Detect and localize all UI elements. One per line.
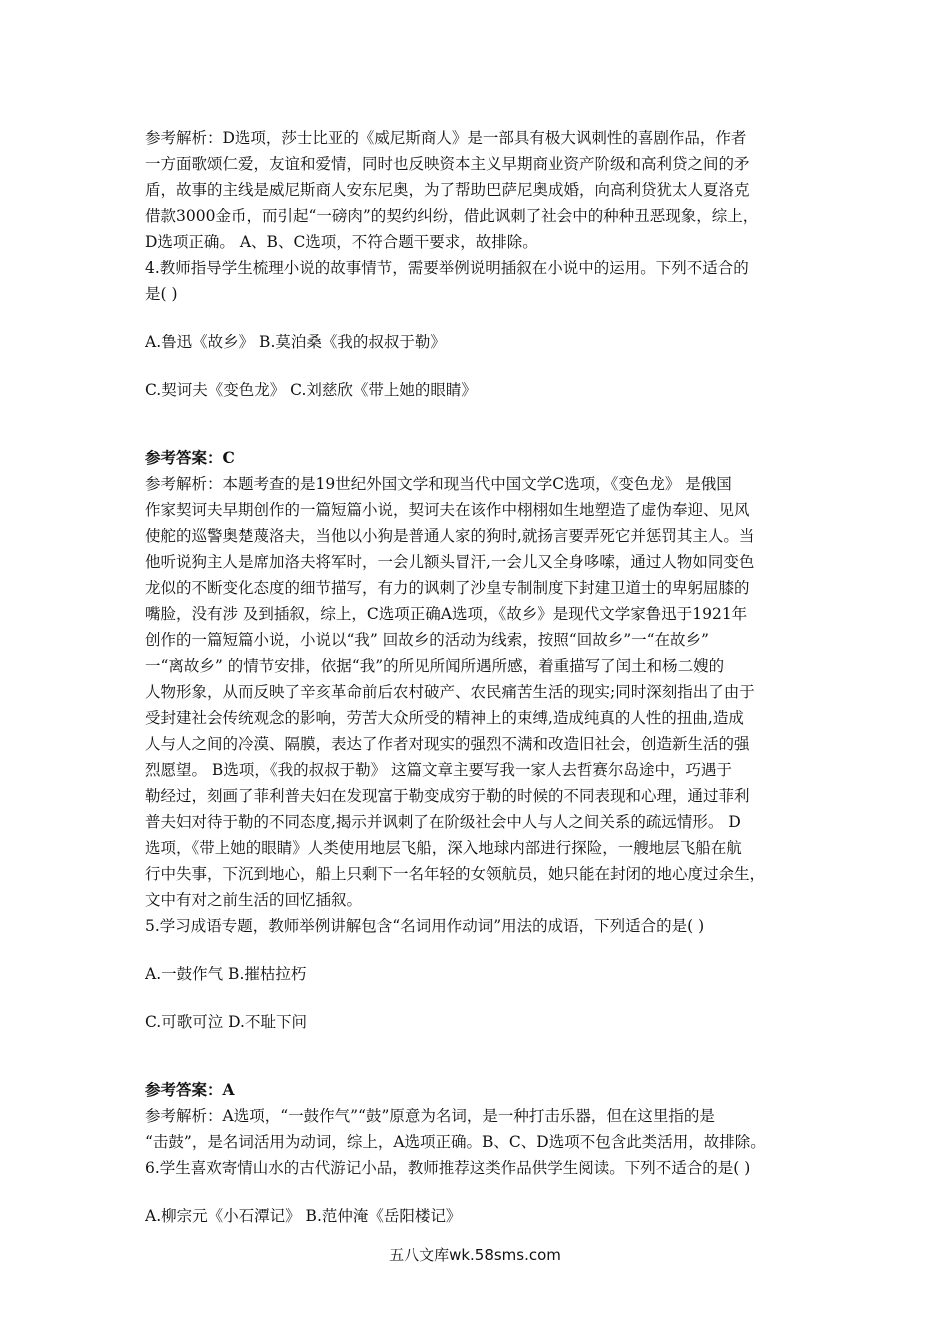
question-4: [145, 255, 810, 913]
footer-watermark: 五八文库wk.58sms.com: [389, 1246, 561, 1264]
analysis-line: 行中失事，下沉到地心，船上只剩下一名年轻的女领航员，她只能在封闭的地心度过余生，: [145, 865, 766, 883]
analysis-line: 盾，故事的主线是威尼斯商人安东尼奥，为了帮助巴萨尼奥成婚，向高利贷犹太人夏洛克: [145, 181, 750, 199]
analysis-line: 使舵的巡警奥楚蔑洛夫，当他以小狗是普通人家的狗时,就扬言要弄死它并惩罚其主人。当: [145, 527, 755, 545]
analysis-line: 受封建社会传统观念的影响，劳苦大众所受的精神上的束缚,造成纯真的人性的扭曲,造成: [145, 709, 744, 727]
analysis-line: 借款3000金币，而引起“一磅肉”的契约纠纷，借此讽刺了社会中的种种丑恶现象，综上，: [145, 207, 759, 225]
analysis-line: 龙似的不断变化态度的细节描写，有力的讽刺了沙皇专制制度下封建卫道士的卑躬屈膝的: [145, 579, 750, 597]
analysis-line: 文中有对之前生活的回忆插叙。: [145, 891, 363, 909]
q4-stem: 是( ): [145, 285, 178, 303]
analysis-line: 他听说狗主人是席加洛夫将军时，一会儿额头冒汗,一会儿又全身哆嗦，通过人物如同变色: [145, 553, 755, 571]
q4-stem: 4.教师指导学生梳理小说的故事情节，需要举例说明插叙在小说中的运用。下列不适合的: [145, 259, 749, 277]
analysis-line: 选项，《带上她的眼睛》人类使用地层飞船，深入地球内部进行探险，一艘地层飞船在航: [145, 839, 742, 857]
analysis-line: 参考解析：A选项，“一鼓作气”“鼓”原意为名词，是一种打击乐器，但在这里指的是: [145, 1107, 715, 1125]
page-content: [145, 125, 810, 1229]
analysis-line: 创作的一篇短篇小说，小说以“我” 回故乡的活动为线索，按照“回故乡”一“在故乡”: [145, 631, 709, 649]
q4-options-row-1: A.鲁迅《故乡》 B.莫泊桑《我的叔叔于勒》: [145, 333, 446, 351]
q4-answer: 参考答案：C: [145, 448, 235, 467]
analysis-line: 参考解析：本题考查的是19世纪外国文学和现当代中国文学C选项，《变色龙》 是俄国: [145, 475, 732, 493]
q5-answer: 参考答案：A: [145, 1080, 235, 1099]
analysis-line: 嘴脸，没有涉 及到插叙，综上，C选项正确A选项，《故乡》是现代文学家鲁迅于1921年: [145, 605, 748, 623]
q3-analysis: [145, 125, 810, 255]
analysis-line: 作家契诃夫早期创作的一篇短篇小说，契诃夫在该作中栩栩如生地塑造了虚伪奉迎、见风: [145, 501, 750, 519]
question-6: [145, 1155, 810, 1229]
analysis-line: 一方面歌颂仁爱，友谊和爱情，同时也反映资本主义早期商业资产阶级和高利贷之间的矛: [145, 155, 750, 173]
analysis-line: 人与人之间的冷漠、隔膜，表达了作者对现实的强烈不满和改造旧社会，创造新生活的强: [145, 735, 750, 753]
analysis-line: 普夫妇对待于勒的不同态度,揭示并讽刺了在阶级社会中人与人之间关系的疏远情形。 D: [145, 813, 741, 831]
analysis-line: 参考解析：D选项，莎士比亚的《威尼斯商人》是一部具有极大讽刺性的喜剧作品，作者: [145, 129, 747, 147]
question-5: [145, 913, 810, 1155]
q5-stem: 5.学习成语专题，教师举例讲解包含“名词用作动词”用法的成语，下列适合的是( ): [145, 917, 705, 935]
q4-options-row-2: C.契诃夫《变色龙》 C.刘慈欣《带上她的眼睛》: [145, 381, 477, 399]
analysis-line: D选项正确。 A、B、C选项，不符合题干要求，故排除。: [145, 233, 538, 251]
analysis-line: “击鼓”，是名词活用为动词，综上，A选项正确。B、C、D选项不包含此类活用，故排除。: [145, 1133, 766, 1151]
analysis-line: 人物形象，从而反映了辛亥革命前后农村破产、农民痛苦生活的现实;同时深刻指出了由于: [145, 683, 755, 701]
q6-options-row-1: A.柳宗元《小石潭记》 B.范仲淹《岳阳楼记》: [145, 1207, 462, 1225]
q5-options-row-1: A.一鼓作气 B.摧枯拉朽: [145, 965, 307, 983]
analysis-line: 一“离故乡” 的情节安排，依据“我”的所见所闻所遇所感，着重描写了闰土和杨二嫂的: [145, 657, 725, 675]
q5-options-row-2: C.可歌可泣 D.不耻下问: [145, 1013, 307, 1031]
analysis-line: 烈愿望。 B选项，《我的叔叔于勒》 这篇文章主要写我一家人去哲赛尔岛途中，巧遇于: [145, 761, 732, 779]
q6-stem: 6.学生喜欢寄情山水的古代游记小品，教师推荐这类作品供学生阅读。下列不适合的是( ): [145, 1159, 751, 1177]
analysis-line: 勒经过，刻画了菲利普夫妇在发现富于勒变成穷于勒的时候的不同表现和心理，通过菲利: [145, 787, 750, 805]
